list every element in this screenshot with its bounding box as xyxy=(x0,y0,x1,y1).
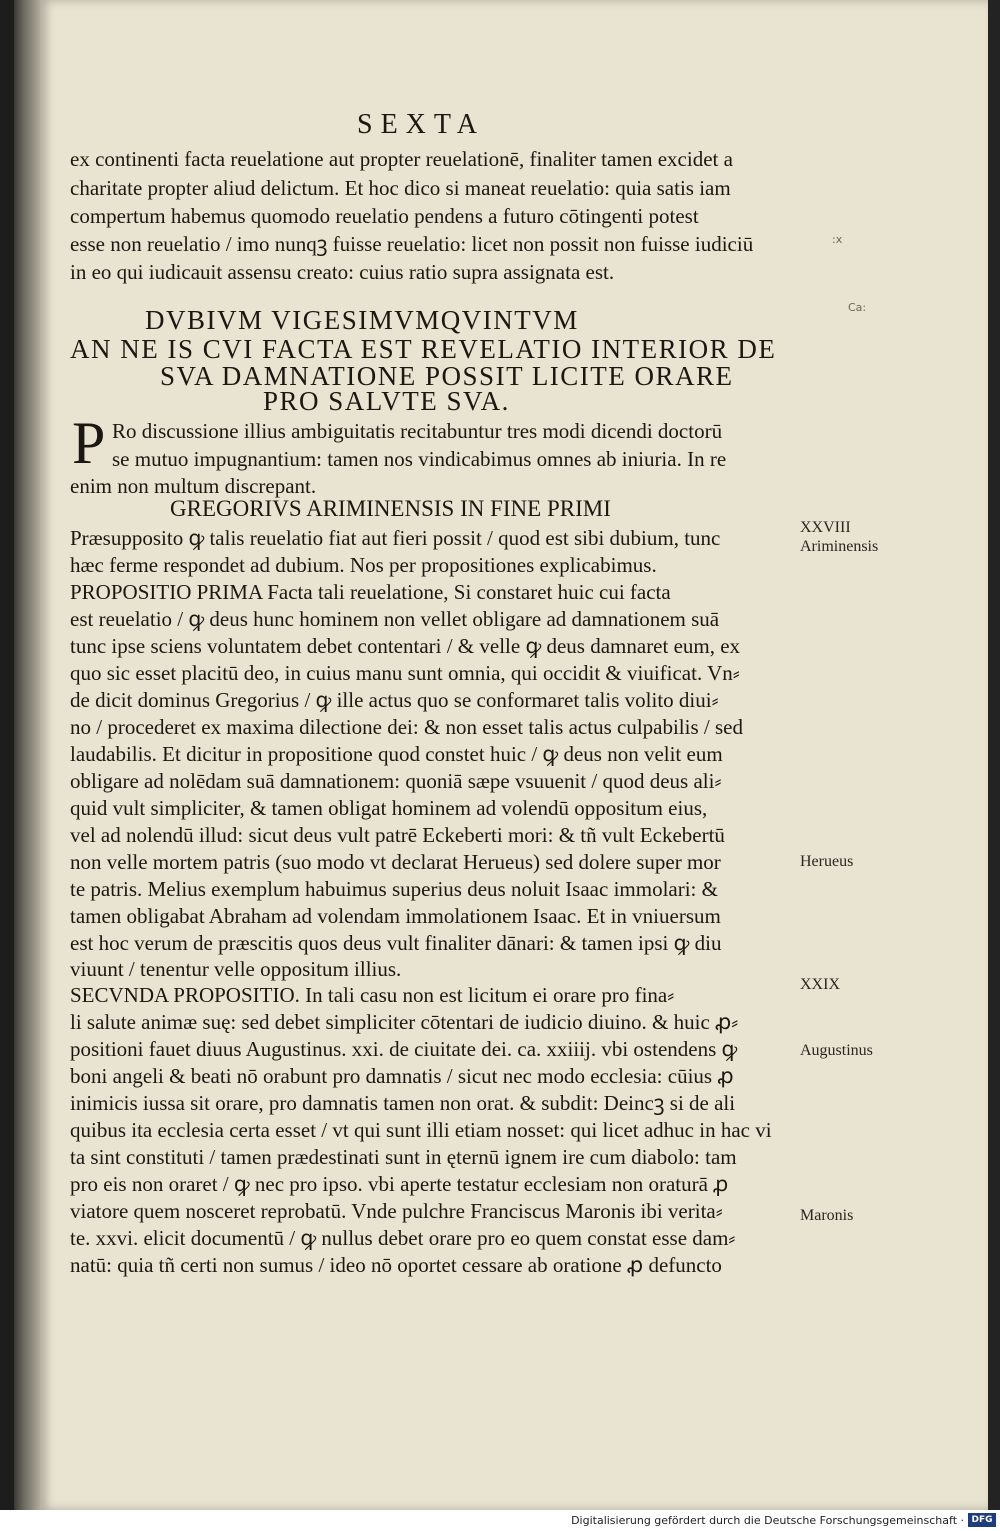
text-line: boni angeli & beati nō orabunt pro damnatis / sicut nec modo ecclesia: cūius ꝓ xyxy=(70,1064,734,1088)
text-line: est hoc verum de præscitis quos deus vult finaliter dānari: & tamen ipsi ꝙ diu xyxy=(70,931,722,955)
text-line: viuunt / tenentur velle oppositum illius. xyxy=(70,957,402,981)
text-line: inimicis iussa sit orare, pro damnatis tamen non orat. & subdit: Deincꝫ si de ali xyxy=(70,1091,736,1115)
text-line: quibus ita ecclesia certa esset / vt qui sunt illi etiam nosset: qui licet adhuc in hac vi xyxy=(70,1118,772,1142)
text-line: ex continenti facta reuelatione aut propter reuelationē, finaliter tamen excidet a xyxy=(70,147,733,171)
text-line: est reuelatio / ꝙ deus hunc hominem non vellet obligare ad damnationem suā xyxy=(70,607,720,631)
margin-note: Ariminensis xyxy=(800,538,879,555)
page-speck: Ca: xyxy=(848,301,867,314)
text-line: quo sic esset placitū deo, in cuius manu sunt omnia, qui occidit & viuificat. Vn⸗ xyxy=(70,661,740,685)
scan-frame-right xyxy=(988,0,1000,1510)
text-line: Ro discussione illius ambiguitatis recitabuntur tres modi dicendi doctorū xyxy=(112,419,723,443)
text-line: enim non multum discrepant. xyxy=(70,474,317,498)
text-line: PROPOSITIO PRIMA Facta tali reuelatione, Si constaret huic cui facta xyxy=(70,580,671,604)
margin-note: XXIX xyxy=(800,976,840,993)
text-line: viatore quem nosceret reprobatū. Vnde pulchre Franciscus Maronis ibi verita⸗ xyxy=(70,1199,723,1223)
book-binding xyxy=(14,0,42,1510)
scan-frame-left xyxy=(0,0,14,1510)
text-line: se mutuo impugnantium: tamen nos vindicabimus omnes ab iniuria. In re xyxy=(112,447,727,471)
text-line: te patris. Melius exemplum habuimus superius deus noluit Isaac immolari: & xyxy=(70,877,718,901)
heading-line: AN NE IS CVI FACTA EST REVELATIO INTERIOR DE xyxy=(70,334,777,364)
running-head: SEXTA xyxy=(357,109,485,140)
margin-note: Herueus xyxy=(800,853,854,870)
text-line: de dicit dominus Gregorius / ꝙ ille actus quo se conformaret talis volito diui⸗ xyxy=(70,688,719,712)
dfg-logo: DFG xyxy=(968,1513,996,1527)
text-line: hæc ferme respondet ad dubium. Nos per propositiones explicabimus. xyxy=(70,553,657,577)
text-line: positioni fauet diuus Augustinus. xxi. de ciuitate dei. ca. xxiiij. vbi ostendens ꝙ xyxy=(70,1037,738,1061)
text-line: tunc ipse sciens voluntatem debet contentari / & velle ꝙ deus damnaret eum, ex xyxy=(70,634,741,658)
text-line: in eo qui iudicauit assensu creato: cuius ratio supra assignata est. xyxy=(70,260,615,284)
margin-note: XXVIII xyxy=(800,519,851,536)
text-line: esse non reuelatio / imo nunqꝫ fuisse reuelatio: licet non possit non fuisse iudiciū xyxy=(70,232,754,256)
funding-credit: Digitalisierung gefördert durch die Deutsche Forschungsgemeinschaft · xyxy=(571,1514,964,1527)
heading-line: PRO SALVTE SVA. xyxy=(263,386,510,416)
text-line: charitate propter aliud delictum. Et hoc dico si maneat reuelatio: quia satis iam xyxy=(70,176,731,200)
text-line: SECVNDA PROPOSITIO. In tali casu non est licitum ei orare pro fina⸗ xyxy=(70,983,675,1007)
text-line: natū: quia tñ certi non sumus / ideo nō oportet cessare ab oratione ꝓ defuncto xyxy=(70,1253,722,1277)
text-line: tamen obligabat Abraham ad volendam immolationem Isaac. Et in vniuersum xyxy=(70,904,721,928)
page-speck: :x xyxy=(832,233,843,246)
text-line: non velle mortem patris (suo modo vt declarat Herueus) sed dolere super mor xyxy=(70,850,721,874)
heading-line: DVBIVM VIGESIMVMQVINTVM xyxy=(145,305,579,335)
text-line: te. xxvi. elicit documentū / ꝙ nullus debet orare pro eo quem constat esse dam⸗ xyxy=(70,1226,736,1250)
text-line: quid vult simpliciter, & tamen obligat hominem ad volendū oppositum eius, xyxy=(70,796,708,820)
margin-note: Augustinus xyxy=(800,1042,873,1059)
text-line: compertum habemus quomodo reuelatio pendens a futuro cōtingenti potest xyxy=(70,204,699,228)
text-line: vel ad nolendū illud: sicut deus vult patrē Eckeberti mori: & tñ vult Eckebertū xyxy=(70,823,725,847)
text-line: no / procederet ex maxima dilectione dei: & non esset talis actus culpabilis / sed xyxy=(70,715,743,739)
drop-cap: P xyxy=(72,410,106,476)
margin-note: Maronis xyxy=(800,1207,854,1224)
text-line: Præsupposito ꝙ talis reuelatio fiat aut fieri possit / quod est sibi dubium, tunc xyxy=(70,526,721,550)
text-line: obligare ad nolēdam suā damnationem: quoniā sæpe vsuuenit / quod deus ali⸗ xyxy=(70,769,722,793)
text-line: li salute animæ suę: sed debet simpliciter cōtentari de iudicio diuino. & huic ꝓ⸗ xyxy=(70,1010,739,1034)
text-line: laudabilis. Et dicitur in propositione quod constet huic / ꝙ deus non velit eum xyxy=(70,742,723,766)
text-line: pro eis non oraret / ꝙ nec pro ipso. vbi aperte testatur ecclesiam non oraturā ꝓ xyxy=(70,1172,729,1196)
footer-bar xyxy=(0,1510,1000,1531)
heading-line: SVA DAMNATIONE POSSIT LICITE ORARE xyxy=(160,361,734,391)
text-line: ta sint constituti / tamen prædestinati sunt in ęternū ignem ire cum diabolo: tam xyxy=(70,1145,737,1169)
subheading: GREGORIVS ARIMINENSIS IN FINE PRIMI xyxy=(170,496,611,521)
